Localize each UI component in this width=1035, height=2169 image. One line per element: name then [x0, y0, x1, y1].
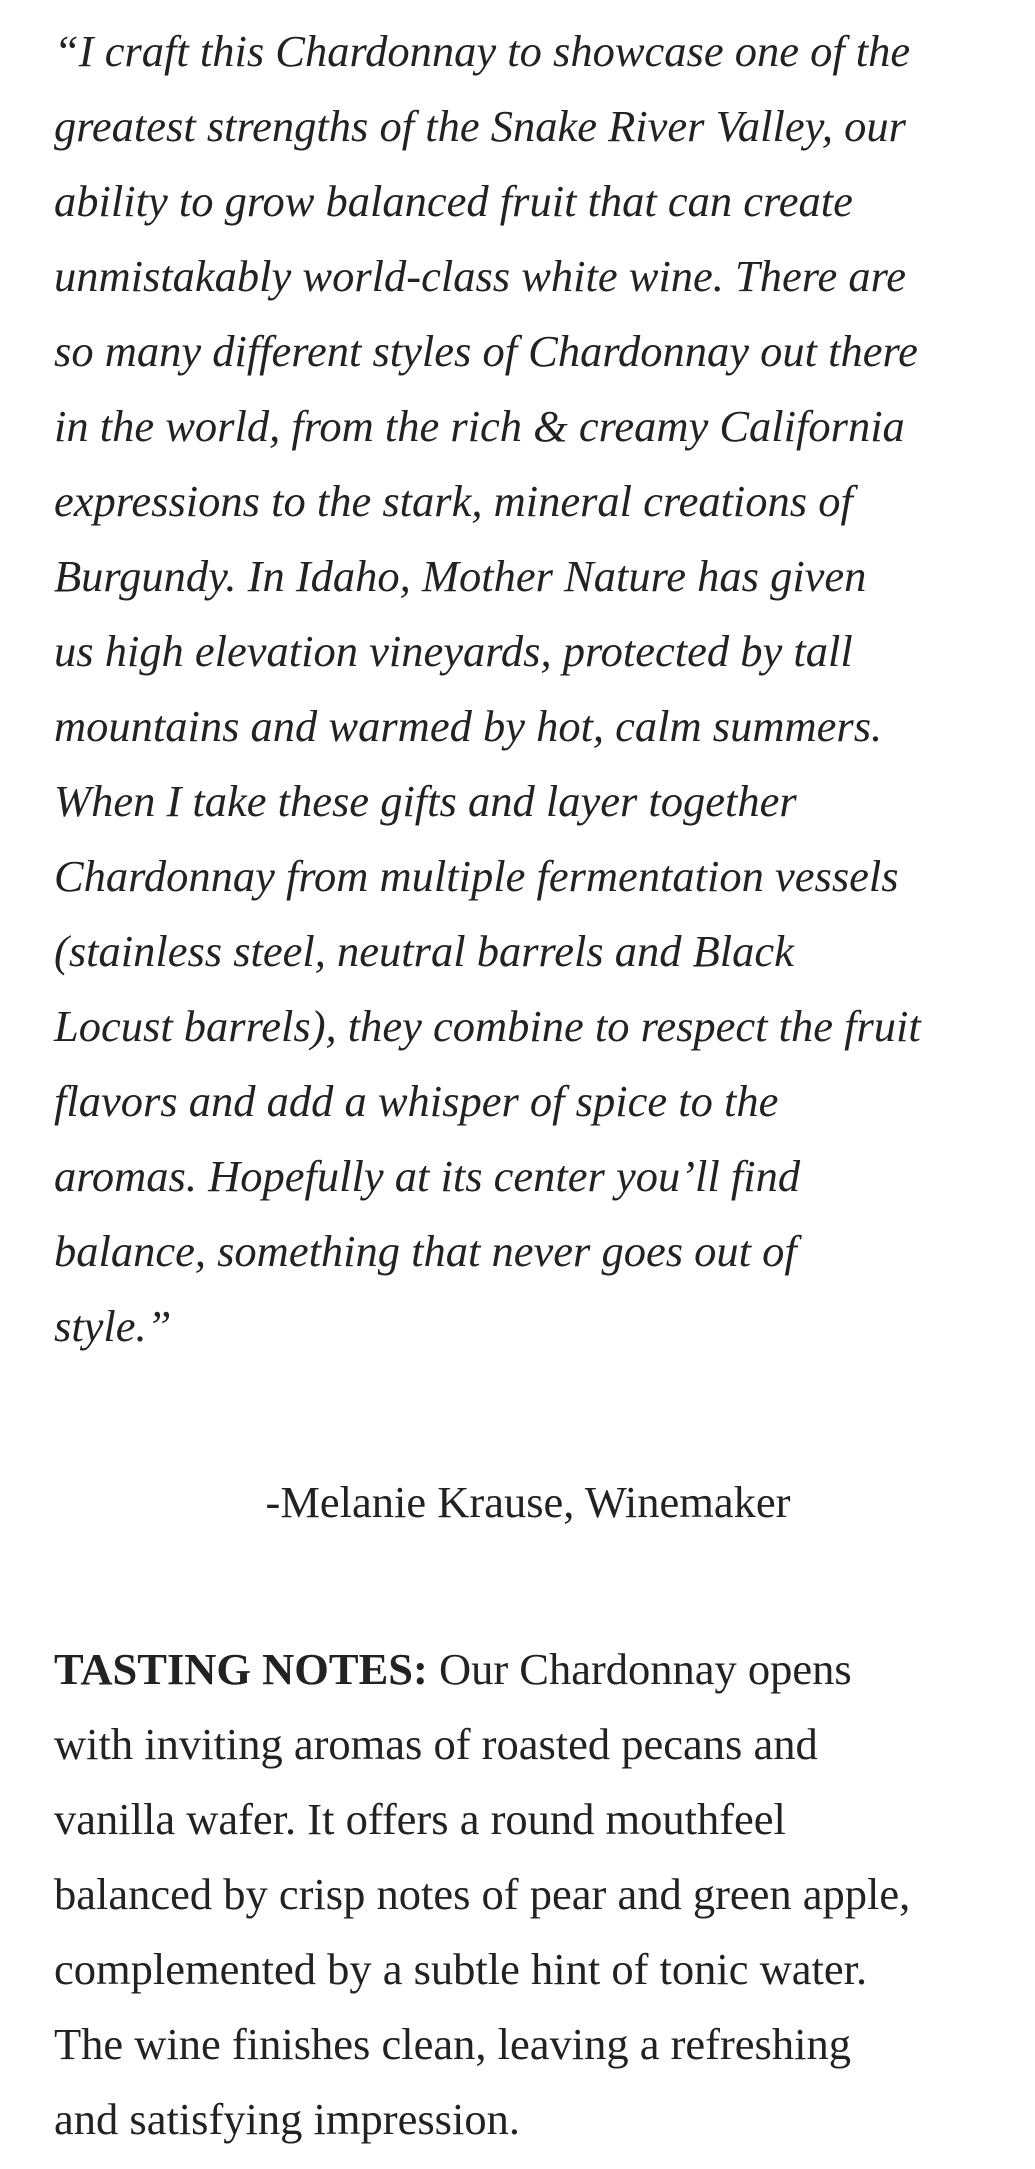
winemaker-quote: “I craft this Chardonnay to showcase one of the greatest strengths of the Snake River Valley, our ability to grow balanced fruit that can create unmistakably world-class white wine. There are so many different styles of Chardonnay out there in the world, from the rich & creamy California expressions to the stark, mineral creations of Burgundy. In Idaho, Mother Nature has given us high elevation vineyards, protected by tall mountains and warmed by hot, calm summers. When I take these gifts and layer together Chardonnay from multiple fermentation vessels (stainless steel, neutral barrels and Black Locust barrels), they combine to respect the fruit flavors and add a whisper of spice to the aromas. Hopefully at its center you’ll find balance, something that never goes out of style.”	[54, 26, 921, 1351]
tasting-notes-label: TASTING NOTES:	[54, 1644, 428, 1694]
tasting-notes-text: Our Chardonnay opens with inviting aromas of roasted pecans and vanilla wafer. It offers a round mouthfeel balanced by crisp notes of pear and green apple, complemented by a subtle hint of tonic water. The wine finishes clean, leaving a refreshing and satisfying impression.	[54, 1644, 911, 2144]
winemaker-signature: -Melanie Krause, Winemaker	[265, 1477, 791, 1527]
tasting-notes	[54, 1632, 1004, 2157]
wine-description	[54, 14, 1004, 2144]
quote-attribution	[54, 1465, 1004, 1540]
